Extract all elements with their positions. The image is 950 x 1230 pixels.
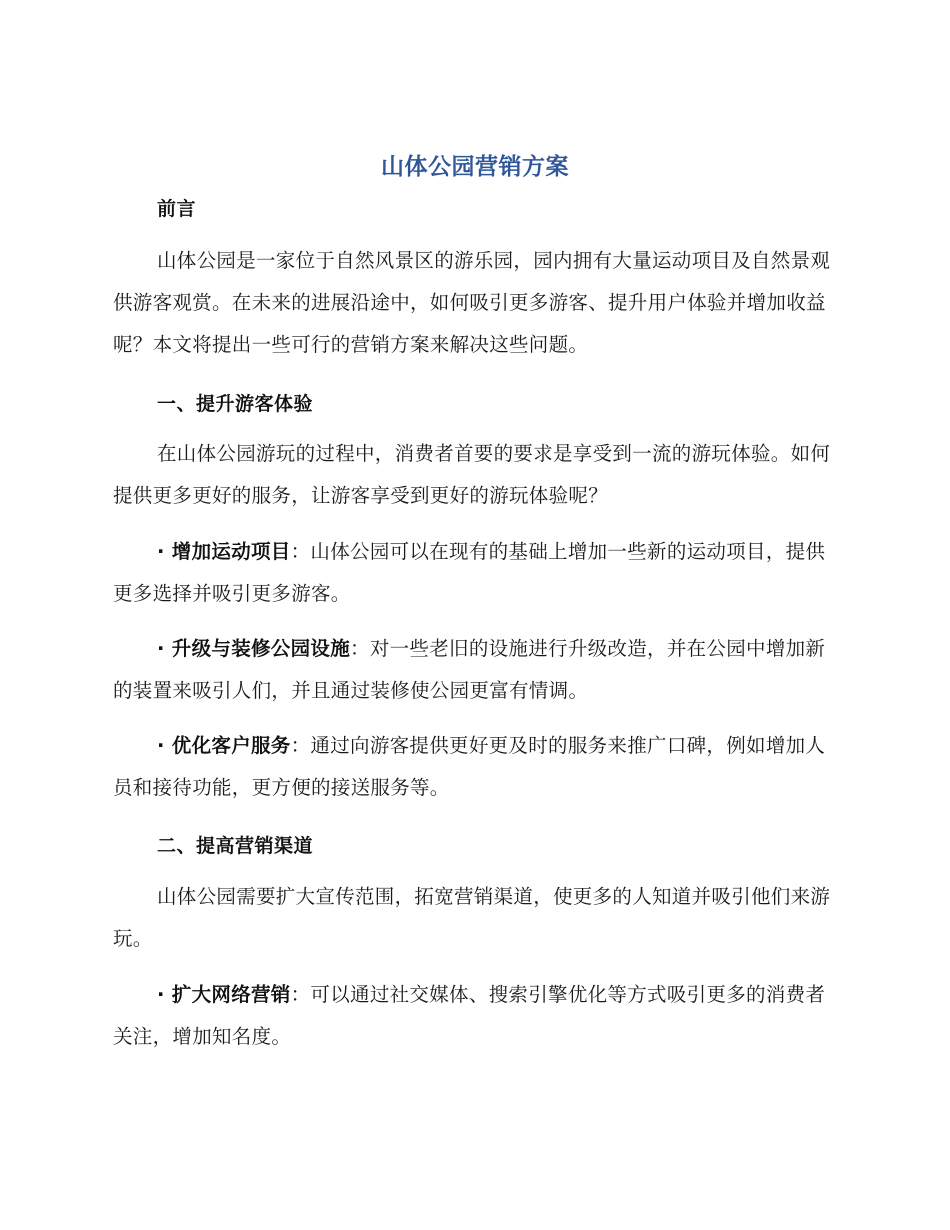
bullet-text: 山体公园可以在现有的基础上增加一些新的运动项目，提供更多选择并吸引更多游客。 [113, 540, 826, 605]
bullet-text: 对一些老旧的设施进行升级改造，并在公园中增加新的装置来吸引人们，并且通过装修使公园更富有情调。 [113, 637, 826, 702]
bullet-separator: ： [290, 734, 311, 757]
bullet-item [113, 628, 833, 712]
bullet-text: 通过向游客提供更好更及时的服务来推广口碑，例如增加人员和接待功能，更方便的接送服务等。 [113, 734, 826, 799]
bullet-label: · 优化客户服务 [157, 734, 291, 757]
bullet-label: · 增加运动项目 [157, 540, 291, 563]
bullet-item [113, 725, 833, 809]
section-1-intro: 在山体公园游玩的过程中，消费者首要的要求是享受到一流的游玩体验。如何提供更多更好的服务，让游客享受到更好的游玩体验呢？ [113, 442, 831, 507]
bullet-separator: ： [290, 540, 311, 563]
bullet-separator: ： [350, 637, 370, 660]
bullet-label: · 升级与装修公园设施 [157, 637, 350, 660]
section-2-heading: 二、提高营销渠道 [157, 835, 314, 857]
section-1-heading: 一、提升游客体验 [157, 393, 314, 415]
bullet-separator: ： [290, 983, 311, 1006]
bullet-item [113, 974, 833, 1058]
preface-paragraph: 山体公园是一家位于自然风景区的游乐园，园内拥有大量运动项目及自然景观供游客观赏。在未来的进展沿途中，如何吸引更多游客、提升用户体验并增加收益呢？本文将提出一些可行的营销方案来解决这些问题。 [113, 249, 831, 356]
document-title: 山体公园营销方案 [381, 154, 569, 180]
bullet-text: 可以通过社交媒体、搜索引擎优化等方式吸引更多的消费者关注，增加知名度。 [113, 983, 826, 1048]
preface-heading: 前言 [157, 198, 197, 220]
section-2-intro: 山体公园需要扩大宣传范围，拓宽营销渠道，使更多的人知道并吸引他们来游玩。 [113, 885, 831, 950]
bullet-label: · 扩大网络营销 [157, 983, 291, 1006]
bullet-item [113, 531, 833, 615]
